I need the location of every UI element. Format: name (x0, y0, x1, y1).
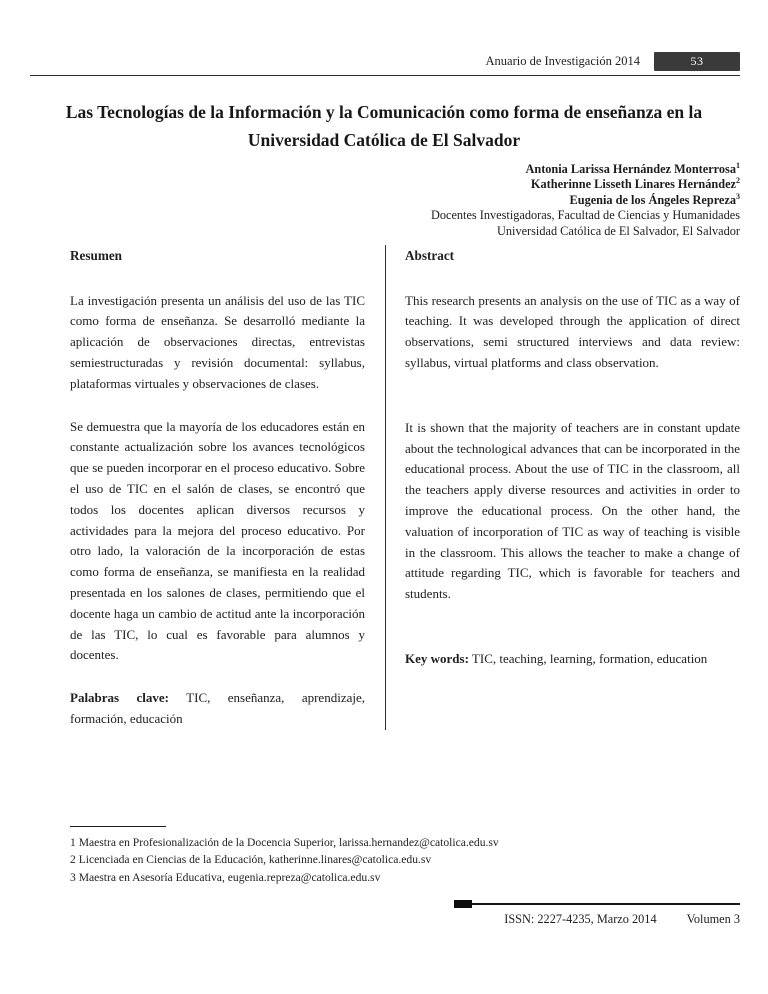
footnote: 2 Licenciada en Ciencias de la Educación, katherinne.linares@catolica.edu.sv (70, 853, 432, 867)
page-header (0, 0, 768, 76)
author-footnote-mark: 2 (736, 176, 740, 186)
authors-block (0, 162, 768, 239)
keywords-en (405, 649, 740, 670)
journal-name: Anuario de Investigación 2014 (485, 54, 640, 68)
page-number-badge: 53 (654, 52, 740, 71)
footnotes-rule (70, 826, 166, 827)
abstract-heading: Abstract (405, 248, 455, 264)
header-rule (30, 75, 740, 76)
keywords-es (70, 688, 365, 730)
paper-title: Las Tecnologías de la Información y la Comunicación como forma de enseñanza en la Universidad Católica de El Salvador (65, 102, 703, 150)
keywords-en-text: TIC, teaching, learning, formation, education (468, 650, 708, 666)
author-affiliation: Docentes Investigadoras, Facultad de Ciencias y Humanidades (430, 208, 740, 223)
footnotes-block (70, 826, 710, 886)
resumen-section (70, 245, 385, 729)
author-footnote-mark: 3 (736, 191, 740, 201)
resumen-paragraph: Se demuestra que la mayoría de los educadores están en constante actualización sobre los avances tecnológicos que se pueden incorporar en el proceso educativo. Sobre el uso de TIC en el salón de clases, se encontró que todos los docentes aplican diversos recursos y actividades para la mejora del proceso educativo. Por otro lado, la valoración de la incorporación de estas como forma de enseñanza, se manifiesta en la realidad presentada en los salones de clases, permitiendo que el docente haga un cambio de actitud ante la incorporación de las TIC, lo cual es favorable para alumnos y docentes. (70, 418, 365, 663)
resumen-heading: Resumen (70, 248, 123, 264)
author-name: Antonia Larissa Hernández Monterrosa$^1$ (525, 160, 740, 176)
two-column-body (70, 245, 740, 729)
resumen-paragraph: La investigación presenta un análisis del uso de las TIC como forma de enseñanza. Se desarrolló mediante la aplicación de observaciones directas, entrevistas semiestructuradas y revisión documental: syllabus, plataformas virtuales y observaciones de clases. (70, 292, 365, 391)
abstract-paragraph: This research presents an analysis on the use of TIC as a way of teaching. It was developed through the application of direct observations, semi structured interviews and data review: syllabus, virtual platforms and class observation. (405, 292, 740, 370)
keywords-en-label: Key words: (405, 650, 469, 666)
author-name: Katherinne Lisseth Linares Hernández$^2$ (530, 176, 740, 192)
page-footer (454, 903, 740, 927)
author-affiliation: Universidad Católica de El Salvador, El Salvador (497, 223, 740, 238)
author-footnote-mark: 1 (736, 160, 740, 170)
abstract-section (385, 245, 740, 729)
footnote: 1 Maestra en Profesionalización de la Docencia Superior, larissa.hernandez@catolica.edu.sv (70, 836, 499, 849)
keywords-es-label: Palabras clave: (70, 690, 169, 706)
footer-rule (454, 903, 740, 905)
author-name: Eugenia de los Ángeles Repreza$^3$ (569, 191, 740, 207)
footnote: 3 Maestra en Asesoría Educativa, eugenia.repreza@catolica.edu.sv (70, 870, 381, 884)
keywords-es-text: TIC, enseñanza, aprendizaje, formación, educación (70, 690, 365, 726)
footer-issn: ISSN: 2227-4235, Marzo 2014 (504, 912, 657, 926)
footer-volume: Volumen 3 (686, 912, 740, 926)
footer-rule-tick (454, 900, 472, 908)
abstract-paragraph: It is shown that the majority of teachers are in constant update about the technological advances that can be incorporated in the educational process. About the use of TIC in the classroom, all the teachers apply diverse resources and activities in order to improve the educational process. On the other hand, the valuation of incorporation of TIC as way of teaching is visible in the classroom. This allows the teacher to make a change of attitude regarding TIC, which is favorable for teachers and students. (405, 419, 740, 602)
